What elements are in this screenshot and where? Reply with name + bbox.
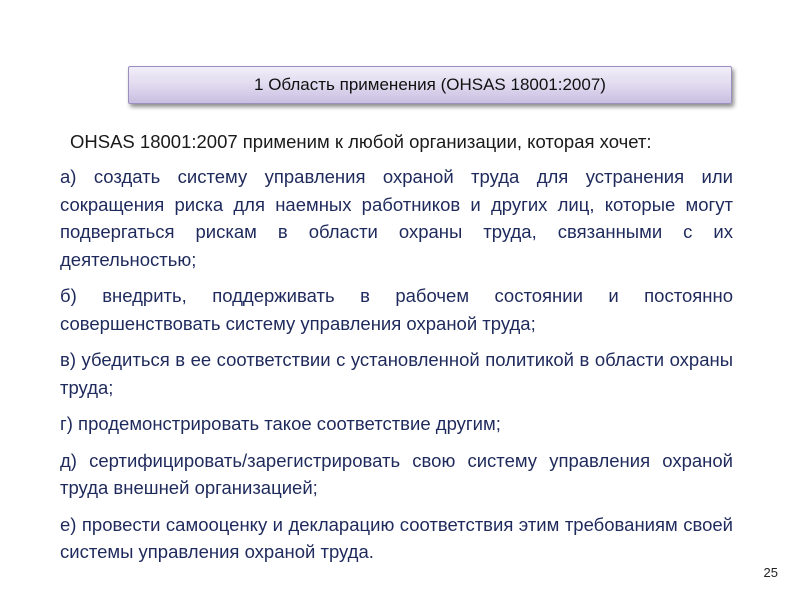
slide-title: 1 Область применения (OHSAS 18001:2007) xyxy=(254,75,606,94)
list-item-e: д) сертифицировать/зарегистрировать свою систему управления охраной труда внешней организацией; xyxy=(60,449,733,498)
requirements-list xyxy=(60,163,733,575)
list-item-d: г) продемонстрировать такое соответствие другим; xyxy=(60,413,501,434)
slide-title-box xyxy=(128,66,732,104)
list-item-a: а) создать систему управления охраной труда для устранения или сокращения риска для наемных работников и других лиц, которые могут подвергаться рискам в области охраны труда, связанными с их деятельностью; xyxy=(60,166,733,270)
page-number: 25 xyxy=(763,565,778,580)
list-item-c: в) убедиться в ее соответствии с установленной политикой в области охраны труда; xyxy=(60,349,733,398)
list-item-b: б) внедрить, поддерживать в рабочем состоянии и постоянно совершенствовать систему управления охраной труда; xyxy=(60,285,733,334)
list-item-f: е) провести самооценку и декларацию соответствия этим требованиям своей системы управления охраной труда. xyxy=(60,513,733,562)
intro-text: OHSAS 18001:2007 применим к любой организации, которая хочет: xyxy=(70,131,652,152)
